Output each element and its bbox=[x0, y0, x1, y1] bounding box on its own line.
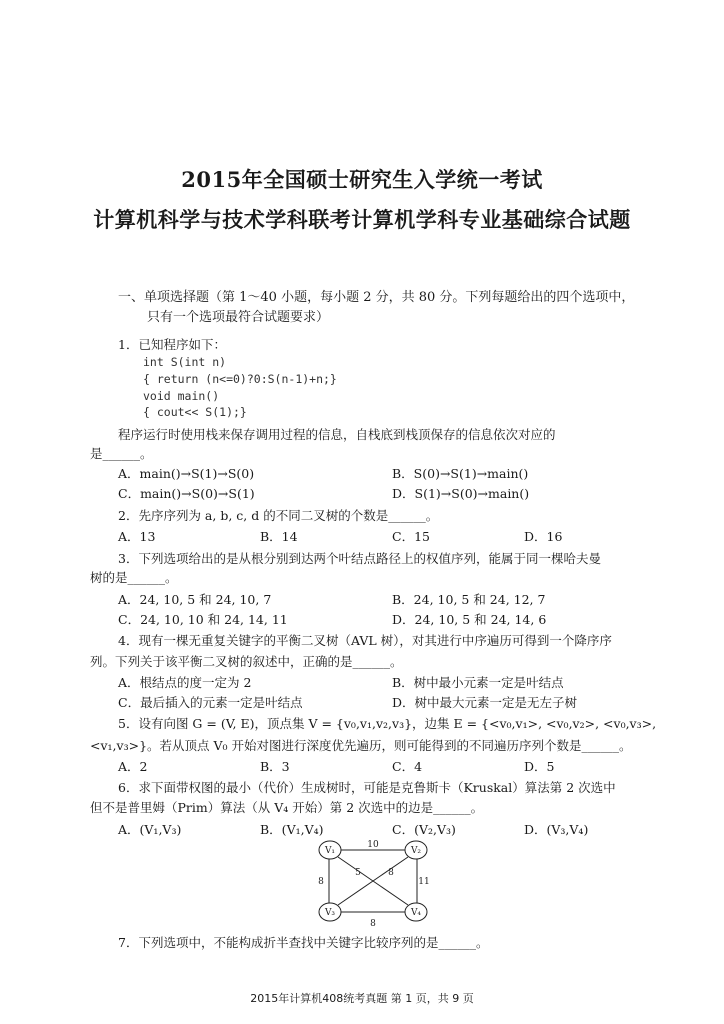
q1-code-line: { cout<< S(1);} bbox=[143, 405, 247, 419]
q5-option-d: D．5 bbox=[524, 759, 555, 774]
q4-option-a: A．根结点的度一定为 2 bbox=[118, 675, 252, 690]
graph-node-label: V₂ bbox=[410, 846, 422, 856]
weighted-graph-figure bbox=[318, 835, 428, 930]
q1-text: 程序运行时使用栈来保存调用过程的信息，自栈底到栈顶保存的信息依次对应的 bbox=[118, 427, 556, 442]
q3-option-b: B．24, 10, 5 和 24, 12, 7 bbox=[392, 592, 546, 607]
q2-option-c: C．15 bbox=[392, 529, 430, 544]
graph-edge-weight: 10 bbox=[367, 840, 379, 850]
q3-option-d: D．24, 10, 5 和 24, 14, 6 bbox=[392, 612, 547, 627]
q3-option-a: A．24, 10, 5 和 24, 10, 7 bbox=[118, 592, 272, 607]
q6-text: 但不是普里姆（Prim）算法（从 V₄ 开始）第 2 次选中的边是______。 bbox=[90, 800, 484, 815]
q1-option-d: D．S(1)→S(0)→main() bbox=[392, 486, 530, 501]
q4-text: 4．现有一棵无重复关键字的平衡二叉树（AVL 树），对其进行中序遍历可得到一个降序序 bbox=[118, 633, 612, 648]
q1-option-a: A．main()→S(1)→S(0) bbox=[118, 466, 255, 481]
graph-node-label: V₁ bbox=[324, 846, 336, 856]
exam-title: 2015年全国硕士研究生入学统一考试 bbox=[181, 167, 543, 192]
q1-code-line: int S(int n) bbox=[143, 355, 227, 369]
q3-text: 树的是______。 bbox=[90, 570, 178, 585]
graph-edge-weight: 11 bbox=[418, 877, 430, 887]
q4-text: 列。下列关于该平衡二叉树的叙述中，正确的是______。 bbox=[90, 654, 403, 669]
graph-edge-weight: 8 bbox=[318, 877, 324, 887]
q4-option-d: D．树中最大元素一定是无左子树 bbox=[392, 695, 578, 710]
q7-stem: 7．下列选项中，不能构成折半查找中关键字比较序列的是______。 bbox=[118, 935, 489, 950]
section-heading-cont: 只有一个选项最符合试题要求） bbox=[147, 310, 330, 325]
q5-option-b: B．3 bbox=[260, 759, 290, 774]
q5-option-c: C．4 bbox=[392, 759, 423, 774]
q1-option-b: B．S(0)→S(1)→main() bbox=[392, 466, 529, 481]
section-heading: 一、单项选择题（第 1～40 小题，每小题 2 分，共 80 分。下列每题给出的四个选项中， bbox=[118, 290, 635, 305]
q6-option-a: A．(V₁,V₃) bbox=[118, 822, 182, 837]
q4-option-b: B．树中最小元素一定是叶结点 bbox=[392, 675, 564, 690]
q6-option-c: C．(V₂,V₃) bbox=[392, 822, 456, 837]
q1-code-line: { return (n<=0)?0:S(n-1)+n;} bbox=[143, 372, 337, 386]
q3-text: 3．下列选项给出的是从根分别到达两个叶结点路径上的权值序列，能属于同一棵哈夫曼 bbox=[118, 551, 601, 566]
q1-text: 是______。 bbox=[90, 446, 153, 461]
q4-option-c: C．最后插入的元素一定是叶结点 bbox=[118, 695, 303, 710]
q6-option-b: B．(V₁,V₄) bbox=[260, 822, 324, 837]
q2-option-b: B．14 bbox=[260, 529, 298, 544]
graph-edge-weight: 8 bbox=[370, 919, 376, 929]
graph-node-label: V₄ bbox=[410, 908, 422, 918]
graph-edge-weight: 5 bbox=[355, 868, 361, 878]
q6-option-d: D．(V₃,V₄) bbox=[524, 822, 589, 837]
q3-option-c: C．24, 10, 10 和 24, 14, 11 bbox=[118, 612, 288, 627]
q5-text: 5．设有向图 G = (V, E)，顶点集 V = {v₀,v₁,v₂,v₃}，边集 E = {<v₀,v₁>, <v₀,v₂>, <v₀,v₃>, bbox=[118, 716, 657, 731]
graph-node-label: V₃ bbox=[324, 908, 336, 918]
q6-text: 6．求下面带权图的最小（代价）生成树时，可能是克鲁斯卡（Kruskal）算法第 2 次选中 bbox=[118, 780, 616, 795]
q2-stem: 2．先序序列为 a, b, c, d 的不同二叉树的个数是______。 bbox=[118, 508, 439, 523]
graph-edge-weight: 8 bbox=[388, 868, 394, 878]
q1-option-c: C．main()→S(0)→S(1) bbox=[118, 486, 255, 501]
page-footer: 2015年计算机408统考真题 第 1 页，共 9 页 bbox=[250, 992, 474, 1005]
q2-option-a: A．13 bbox=[118, 529, 156, 544]
q2-option-d: D．16 bbox=[524, 529, 563, 544]
q5-text: <v₁,v₃>}。若从顶点 V₀ 开始对图进行深度优先遍历，则可能得到的不同遍历序列个数是______。 bbox=[90, 738, 632, 753]
exam-subtitle: 计算机科学与技术学科联考计算机学科专业基础综合试题 bbox=[93, 207, 631, 232]
q1-code-line: void main() bbox=[143, 389, 220, 403]
q1-stem: 1．已知程序如下： bbox=[118, 337, 226, 352]
q5-option-a: A．2 bbox=[118, 759, 148, 774]
